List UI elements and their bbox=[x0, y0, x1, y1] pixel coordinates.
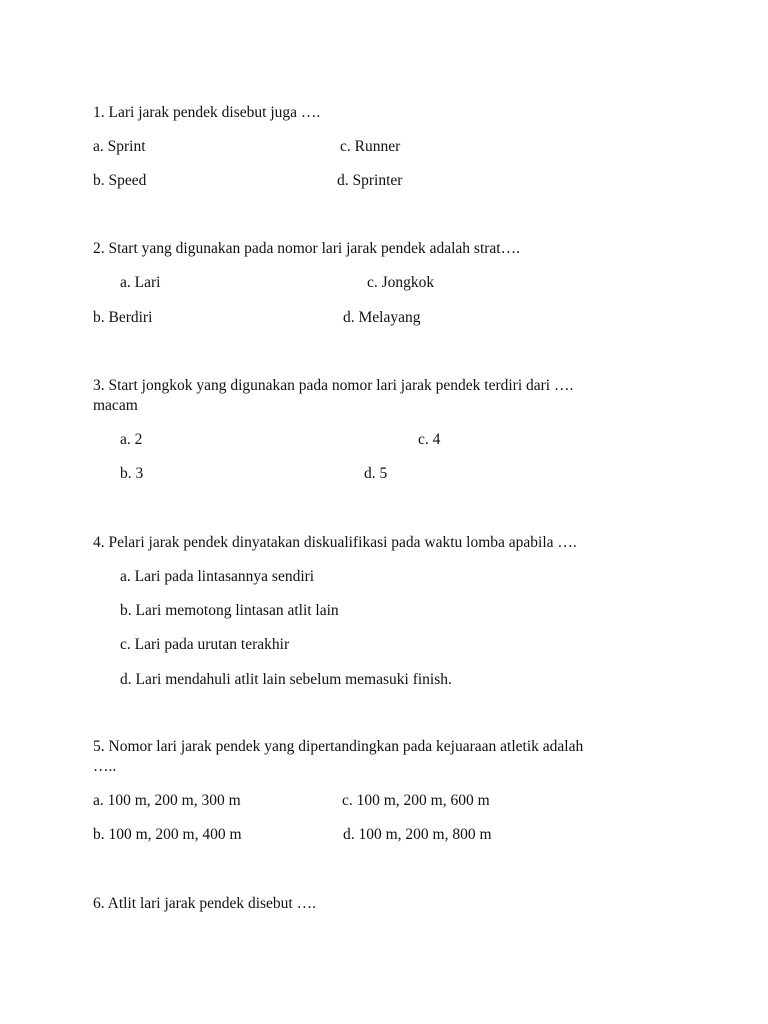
question-4-option-c: c. Lari pada urutan terakhir bbox=[120, 636, 290, 653]
question-5-option-a: a. 100 m, 200 m, 300 m bbox=[93, 792, 241, 809]
question-1-text: 1. Lari jarak pendek disebut juga …. bbox=[93, 104, 321, 121]
question-3-text-line-2: macam bbox=[93, 397, 138, 414]
question-2-text: 2. Start yang digunakan pada nomor lari jarak pendek adalah strat…. bbox=[93, 240, 520, 257]
question-3-option-d: d. 5 bbox=[364, 465, 388, 482]
question-3-text-line-1: 3. Start jongkok yang digunakan pada nomor lari jarak pendek terdiri dari …. bbox=[93, 377, 574, 394]
question-5-option-c: c. 100 m, 200 m, 600 m bbox=[342, 792, 490, 809]
question-3-option-a: a. 2 bbox=[120, 431, 143, 448]
question-5-option-d: d. 100 m, 200 m, 800 m bbox=[343, 826, 492, 843]
question-4-text: 4. Pelari jarak pendek dinyatakan diskualifikasi pada waktu lomba apabila …. bbox=[93, 534, 577, 551]
question-3-option-b: b. 3 bbox=[120, 465, 144, 482]
question-1-option-a: a. Sprint bbox=[93, 138, 146, 155]
question-5-text-line-1: 5. Nomor lari jarak pendek yang dipertandingkan pada kejuaraan atletik adalah bbox=[93, 738, 584, 755]
question-6-text: 6. Atlit lari jarak pendek disebut …. bbox=[93, 895, 316, 912]
question-4-option-a: a. Lari pada lintasannya sendiri bbox=[120, 568, 315, 585]
question-5-option-b: b. 100 m, 200 m, 400 m bbox=[93, 826, 242, 843]
question-2-option-d: d. Melayang bbox=[343, 309, 421, 326]
question-1-option-c: c. Runner bbox=[340, 138, 401, 155]
question-2-option-c: c. Jongkok bbox=[367, 274, 435, 291]
question-1-option-d: d. Sprinter bbox=[337, 172, 403, 189]
question-3-option-c: c. 4 bbox=[418, 431, 441, 448]
question-2-option-b: b. Berdiri bbox=[93, 309, 153, 326]
question-5-text-line-2: ….. bbox=[93, 758, 117, 775]
question-4-option-d: d. Lari mendahuli atlit lain sebelum memasuki finish. bbox=[120, 671, 452, 688]
question-2-option-a: a. Lari bbox=[120, 274, 161, 291]
question-4-option-b: b. Lari memotong lintasan atlit lain bbox=[120, 602, 339, 619]
question-1-option-b: b. Speed bbox=[93, 172, 147, 189]
